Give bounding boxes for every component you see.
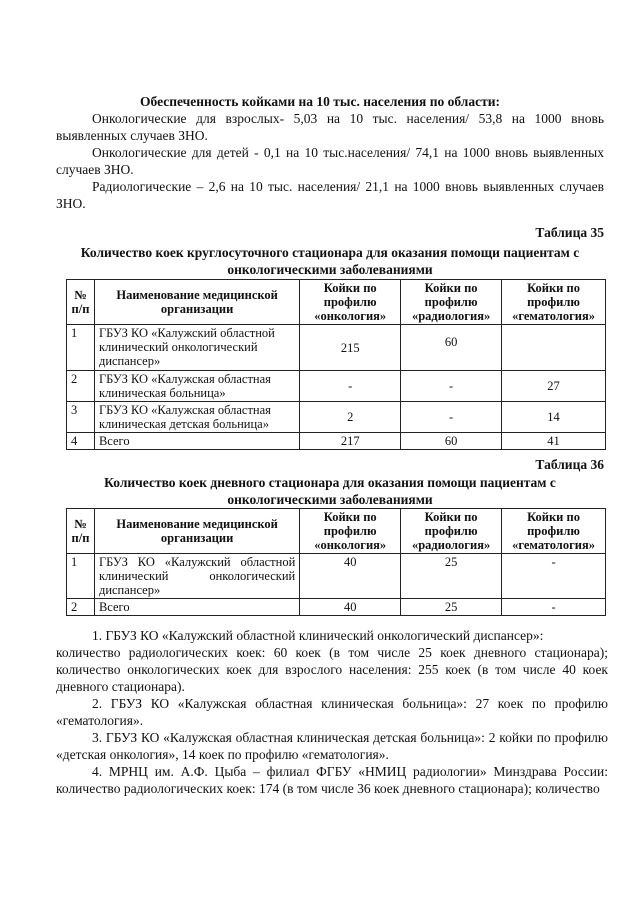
table-cell: Всего <box>94 599 299 616</box>
list-item: 3. ГБУЗ КО «Калужская областная клиническая детская больница»: 2 койки по профилю «детская онкология», 14 коек по профилю «гематология». <box>56 730 608 762</box>
section-heading: Обеспеченность койками на 10 тыс. населения по области: <box>140 94 500 109</box>
table-cell: 14 <box>502 402 606 433</box>
table36 <box>66 508 606 616</box>
table36-header-row <box>67 509 606 554</box>
list-item: 2. ГБУЗ КО «Калужская областная клиническая больница»: 27 коек по профилю «гематология». <box>56 696 608 728</box>
table-header-cell: № п/п <box>67 280 95 325</box>
table-row <box>67 433 606 450</box>
paragraph-radiology: Радиологические – 2,6 на 10 тыс. населения/ 21,1 на 1000 вновь выявленных случаев ЗНО. <box>56 179 604 211</box>
table-cell: 41 <box>502 433 606 450</box>
table-cell: ГБУЗ КО «Калужский областной клинический онкологический диспансер» <box>94 325 299 371</box>
list-item: количество радиологических коек: 60 коек (в том числе 25 коек дневного стационара); количество онкологических коек для взрослого населения: 255 коек (в том числе 40 коек дневного стационара). <box>56 645 608 694</box>
table-cell: 25 <box>401 554 502 599</box>
table-cell: 215 <box>300 325 401 371</box>
table-cell: ГБУЗ КО «Калужская областная клиническая детская больница» <box>94 402 299 433</box>
paragraph-adult-oncology: Онкологические для взрослых- 5,03 на 10 тыс. населения/ 53,8 на 1000 вновь выявленных случаев ЗНО. <box>56 111 604 143</box>
list-item: 4. МРНЦ им. А.Ф. Цыба – филиал ФГБУ «НМИЦ радиологии» Минздрава России: количество радиологических коек: 174 (в том числе 36 коек дневного стационара); количество <box>56 764 608 796</box>
paragraph-child-oncology: Онкологические для детей - 0,1 на 10 тыс.населения/ 74,1 на 1000 вновь выявленных случаев ЗНО. <box>56 145 604 177</box>
table-cell: ГБУЗ КО «Калужская областная клиническая больница» <box>94 371 299 402</box>
table35-label: Таблица 35 <box>535 225 604 240</box>
table-cell: 217 <box>300 433 401 450</box>
table36-label: Таблица 36 <box>535 457 604 472</box>
table-header-cell: Койки по профилю «онкология» <box>300 509 401 554</box>
table-cell: 60 <box>401 433 502 450</box>
table-cell: - <box>502 554 606 599</box>
table-cell: 3 <box>67 402 95 433</box>
table-header-cell: Наименование медицинской организации <box>94 280 299 325</box>
table-row <box>67 599 606 616</box>
table-header-cell: Наименование медицинской организации <box>94 509 299 554</box>
table-cell: 60 <box>401 325 502 371</box>
table-cell: 27 <box>502 371 606 402</box>
table36-title: Количество коек дневного стационара для оказания помощи пациентам с онкологическими заболеваниями <box>104 475 556 507</box>
table-cell: 2 <box>67 371 95 402</box>
table-header-cell: Койки по профилю «радиология» <box>401 509 502 554</box>
table-cell: - <box>401 402 502 433</box>
table-cell: 1 <box>67 554 95 599</box>
table-header-cell: Койки по профилю «онкология» <box>300 280 401 325</box>
table35-header-row <box>67 280 606 325</box>
table-header-cell: № п/п <box>67 509 95 554</box>
table-row <box>67 325 606 371</box>
table-cell: 25 <box>401 599 502 616</box>
table-cell: - <box>401 371 502 402</box>
table-cell: Всего <box>94 433 299 450</box>
table-cell: 2 <box>67 599 95 616</box>
table-cell: ГБУЗ КО «Калужский областной клинический онкологический диспансер» <box>94 554 299 599</box>
table-cell: 2 <box>300 402 401 433</box>
table-row <box>67 554 606 599</box>
table-cell: 4 <box>67 433 95 450</box>
table-cell: 40 <box>300 599 401 616</box>
table-header-cell: Койки по профилю «гематология» <box>502 280 606 325</box>
table-cell: 1 <box>67 325 95 371</box>
table-cell: - <box>502 599 606 616</box>
table-header-cell: Койки по профилю «радиология» <box>401 280 502 325</box>
table-header-cell: Койки по профилю «гематология» <box>502 509 606 554</box>
table35-title: Количество коек круглосуточного стационара для оказания помощи пациентам с онкологическими заболеваниями <box>80 245 580 277</box>
table-cell <box>502 325 606 371</box>
table-cell: - <box>300 371 401 402</box>
list-item: 1. ГБУЗ КО «Калужский областной клинический онкологический диспансер»: <box>92 628 544 643</box>
table-row <box>67 402 606 433</box>
notes-list <box>56 627 608 797</box>
table-cell: 40 <box>300 554 401 599</box>
table35 <box>66 279 606 450</box>
table-row <box>67 371 606 402</box>
